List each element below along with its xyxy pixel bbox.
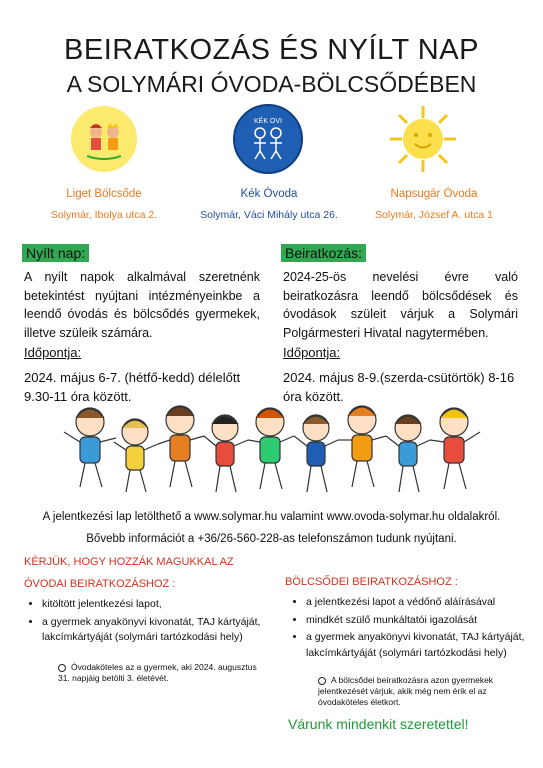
liget-logo-icon (69, 104, 139, 174)
enrollment-time-heading: Időpontja: (283, 345, 341, 360)
main-title: BEIRATKOZÁS ÉS NYÍLT NAP (64, 34, 479, 66)
napsugar-sun-logo-icon (388, 104, 458, 174)
list-item: • mindkét szülő munkáltatói igazolását (306, 613, 528, 629)
download-info: A jelentkezési lap letölthető a www.solymar.hu valamint www.ovoda-solymar.hu oldalakról. (42, 511, 501, 523)
list-item: • a jelentkezési lapot a védőnő aláírásával (306, 595, 528, 611)
kindergarten-list (26, 597, 282, 648)
circle-bullet-icon (58, 664, 66, 672)
circle-bullet-icon (318, 677, 326, 685)
nursery-heading: BÖLCSŐDEI BEIRATKOZÁSHOZ : (285, 576, 458, 588)
closing-text: Várunk mindenkit szeretettel! (288, 716, 469, 732)
kek-ovi-logo-text: KÉK OVI (253, 118, 283, 125)
nursery-note-text: A bölcsődei beíratkozásra azon gyermekek jelentkezését várjuk, akik még nem érik el az óvodaköteles életkort. (318, 675, 494, 707)
nursery-note (318, 675, 513, 708)
institution-name-napsugar: Napsugár Óvoda (390, 188, 478, 200)
children-illustration-icon (60, 392, 490, 502)
enrollment-text: 2024-25-ös nevelési évre való beiratkozásra leendő bölcsődések és óvodások szüleit várjuk a Solymári Polgármesteri Hivatal nagytermében. (283, 270, 518, 340)
kindergarten-note (58, 662, 268, 684)
kek-ovi-logo-icon (232, 103, 304, 175)
institution-address-napsugar: Solymár, József A. utca 1 (375, 209, 493, 221)
kindergarten-note-text: Óvodaköteles az a gyermek, aki 2024. augusztus 31. napjáig betölti 3. életévét. (58, 662, 257, 683)
nursery-list (290, 595, 528, 663)
sub-title: A SOLYMÁRI ÓVODA-BÖLCSŐDÉBEN (66, 71, 477, 97)
list-item: • a gyermek anyakönyvi kivonatát, TAJ kártyáját, lakcímkártyáját (solymári tartózkodási hely) (42, 615, 282, 646)
open-day-time-heading: Időpontja: (24, 345, 82, 360)
institution-address-kek: Solymár, Váci Mihály utca 26. (200, 209, 338, 221)
open-day-text: A nyílt napok alkalmával szeretnénk betekintést nyújtani intézményeinkbe a leendő óvodás és bölcsődés gyermekek, illetve szüleik számára. (24, 270, 260, 340)
institution-address-liget: Solymár, Ibolya utca 2. (50, 209, 158, 221)
institution-name-liget: Liget Bölcsőde (66, 188, 142, 200)
list-item: • a gyermek anyakönyvi kivonatát, TAJ kártyáját, lakcímkártyáját (solymári tartózkodási hely) (306, 630, 528, 661)
kindergarten-heading: ÓVODAI BEIRATKOZÁSHOZ : (24, 578, 176, 590)
institution-name-kek: Kék Óvoda (240, 188, 298, 200)
open-day-time-text: 2024. május 6-7. (hétfő-kedd) délelőtt 9.30-11 óra között. (24, 370, 241, 404)
phone-info: Bővebb információt a +36/26-560-228-as telefonszámon tudunk nyújtani. (86, 533, 457, 545)
list-item: • kitöltött jelentkezési lapot, (42, 597, 282, 613)
open-day-heading: Nyílt nap: (22, 244, 89, 262)
enrollment-time-text: 2024. május 8-9.(szerda-csütörtök) 8-16 óra között. (283, 370, 515, 404)
request-heading: KÉRJÜK, HOGY HOZZÁK MAGUKKAL AZ (24, 556, 234, 568)
enrollment-heading: Beiratkozás: (281, 244, 366, 262)
